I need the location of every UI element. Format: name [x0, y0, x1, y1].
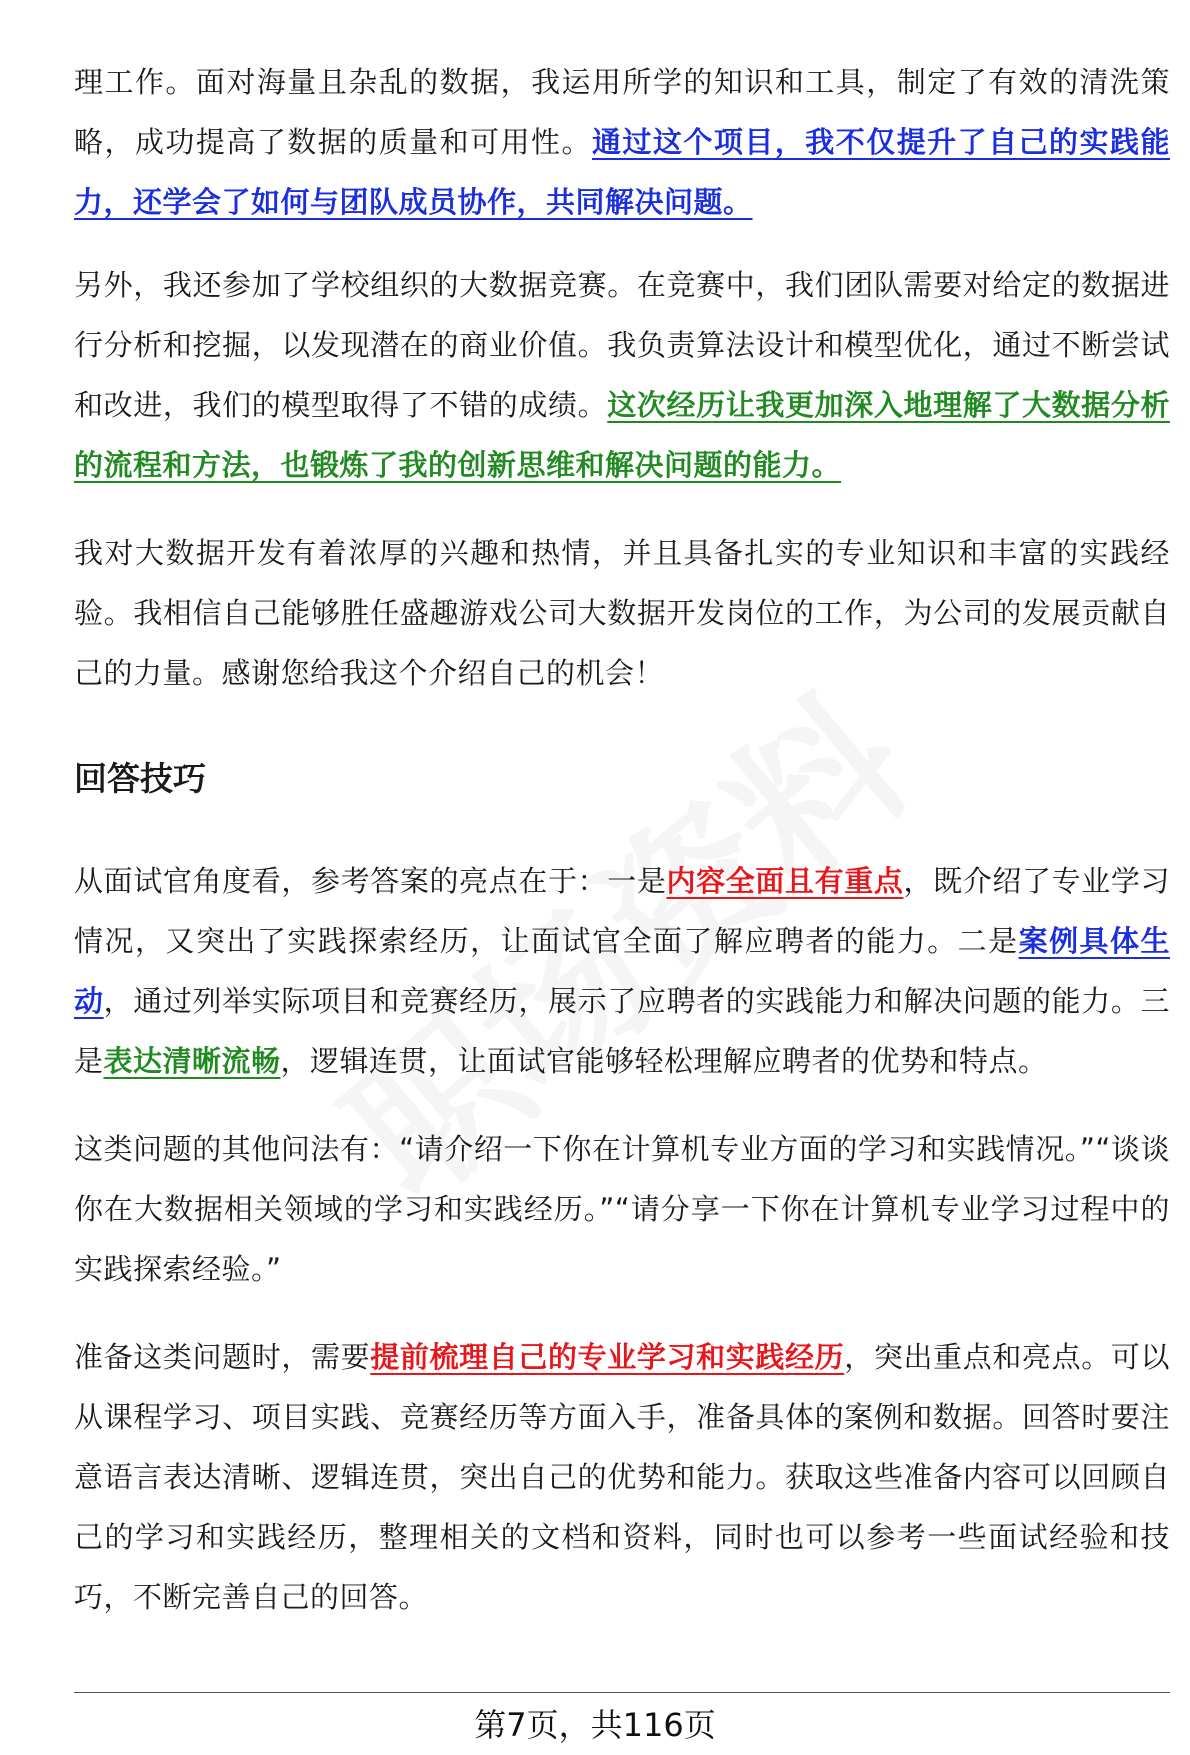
paragraph-text: 理工作。面对海量且杂乱的数据，我运用所学的知识和工具，制定了有效的清洗策略，成功提高了数据的质量和可用性。 [74, 65, 1170, 159]
paragraph-alternative-questions: 这类问题的其他问法有：“请介绍一下你在计算机专业方面的学习和实践情况。”“谈谈你在大数据相关领域的学习和实践经历。”“请分享一下你在计算机专业学习过程中的实践探索经验。” [74, 1132, 1170, 1286]
highlight-red: 提前梳理自己的专业学习和实践经历 [370, 1340, 845, 1374]
highlight-red: 内容全面且有重点 [666, 864, 904, 898]
paragraph-project-experience [74, 52, 1170, 232]
highlight-green: 表达清晰流畅 [103, 1044, 281, 1078]
paragraph-competition-experience [74, 255, 1170, 495]
paragraph-conclusion: 我对大数据开发有着浓厚的兴趣和热情，并且具备扎实的专业知识和丰富的实践经验。我相信自己能够胜任盛趣游戏公司大数据开发岗位的工作，为公司的发展贡献自己的力量。感谢您给我这个介绍自己的机会！ [74, 536, 1170, 690]
paragraph-text: 准备这类问题时，需要 [74, 1340, 371, 1374]
highlight-blue: 案例具体生动 [74, 924, 1170, 1018]
page-number: 第7页，共116页 [474, 1706, 716, 1744]
paragraph-preparation [74, 1327, 1170, 1627]
highlight-green: 这次经历让我更加深入地理解了大数据分析的流程和方法，也锻炼了我的创新思维和解决问题的能力。 [74, 388, 1170, 482]
paragraph-text: ，逻辑连贯，让面试官能够轻松理解应聘者的优势和特点。 [280, 1044, 1048, 1078]
section-heading: 回答技巧 [74, 759, 206, 798]
paragraph-highlights [74, 851, 1170, 1091]
paragraph-text: ，突出重点和亮点。可以从课程学习、项目实践、竞赛经历等方面入手，准备具体的案例和数据。回答时要注意语言表达清晰、逻辑连贯，突出自己的优势和能力。获取这些准备内容可以回顾自己的学习和实践经历，整理相关的文档和资料，同时也可以参考一些面试经验和技巧，不断完善自己的回答。 [74, 1340, 1170, 1614]
paragraph-text: ，既介绍了专业学习情况，又突出了实践探索经历，让面试官全面了解应聘者的能力。二是 [74, 864, 1170, 958]
paragraph-text: 另外，我还参加了学校组织的大数据竞赛。在竞赛中，我们团队需要对给定的数据进行分析和挖掘，以发现潜在的商业价值。我负责算法设计和模型优化，通过不断尝试和改进，我们的模型取得了不错的成绩。 [74, 268, 1170, 422]
footer-divider [74, 1692, 1170, 1693]
paragraph-text: ，通过列举实际项目和竞赛经历，展示了应聘者的实践能力和解决问题的能力。三是 [74, 984, 1170, 1078]
paragraph-text: 从面试官角度看，参考答案的亮点在于：一是 [74, 864, 667, 898]
highlight-blue: 通过这个项目，我不仅提升了自己的实践能力，还学会了如何与团队成员协作，共同解决问题。 [74, 125, 1170, 219]
